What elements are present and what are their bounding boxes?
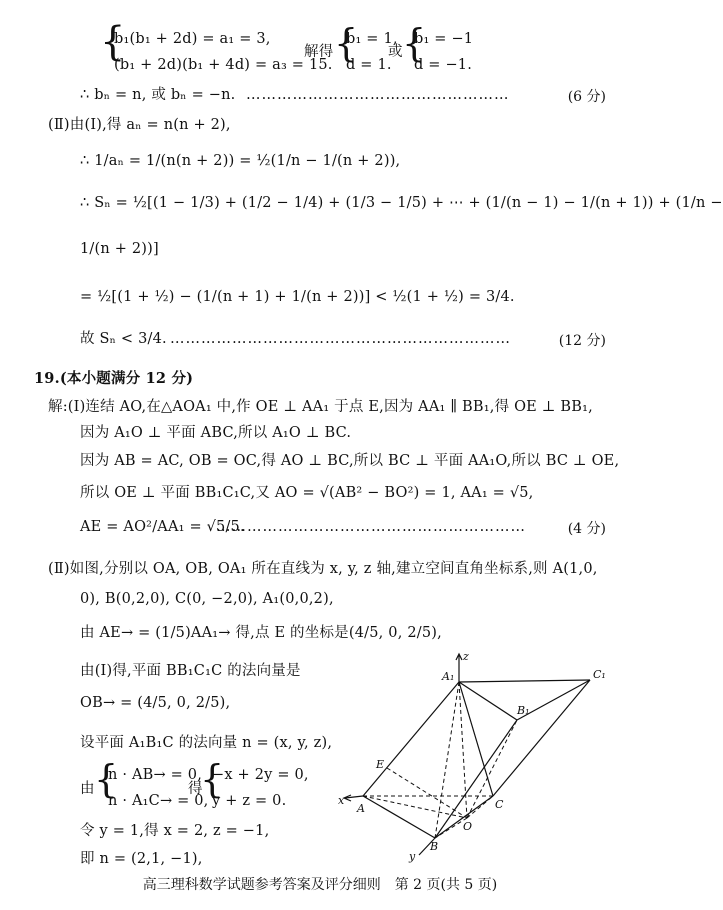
q19-line-6: (Ⅱ)如图,分别以 OA, OB, OA₁ 所在直线为 x, y, z 轴,建立空间直角坐标系,则 A(1,0, <box>48 561 598 577</box>
brace-solved-system: { <box>200 757 225 801</box>
q19-line-3: 因为 AB = AC, OB = OC,得 AO ⊥ BC,所以 BC ⊥ 平面 AA₁O,所以 BC ⊥ OE, <box>80 453 620 469</box>
brace-normal-system: { <box>94 757 119 801</box>
q19-line-8: 由 AE→ = (1/5)AA₁→ 得,点 E 的坐标是(4/5, 0, 2/5), <box>80 625 442 641</box>
q19-line-1: 解:(Ⅰ)连结 AO,在△AOA₁ 中,作 OE ⊥ AA₁ 于点 E,因为 AA₁ ∥ BB₁,得 OE ⊥ BB₁, <box>48 399 593 415</box>
q19-line-13: 令 y = 1,得 x = 2, z = −1, <box>80 823 270 839</box>
brace-sol1: { <box>334 21 359 65</box>
dotted-leader: …………………………………………………… <box>216 519 526 535</box>
q19-line-5: AE = AO²/AA₁ = √5/5. <box>80 519 245 535</box>
q19-line-12-mid: 得 <box>188 781 203 797</box>
dotted-leader: ………………………………………………………… <box>170 331 511 347</box>
solution-2-line-2: d = −1. <box>414 57 473 73</box>
label-B1: B₁ <box>517 704 530 717</box>
q19-line-2: 因为 A₁O ⊥ 平面 ABC,所以 A₁O ⊥ BC. <box>80 425 352 441</box>
q19-solved-eq-1: −x + 2y = 0, <box>212 767 309 783</box>
part2-conclusion: 故 Sₙ < 3/4. <box>80 331 167 347</box>
label-A1: A₁ <box>442 670 455 683</box>
dotted-leader: …………………………………………… <box>246 87 510 103</box>
q19-line-11: 设平面 A₁B₁C 的法向量 n = (x, y, z), <box>80 735 333 751</box>
segment-OC <box>467 796 493 818</box>
q19-line-14: 即 n = (2,1, −1), <box>80 851 203 867</box>
q19-line-9: 由(Ⅰ)得,平面 BB₁C₁C 的法向量是 <box>80 663 301 679</box>
q19-score-1: (4 分) <box>567 521 606 537</box>
part2-eq3: 1/(n + 2))] <box>80 241 159 257</box>
label-y: y <box>409 850 416 863</box>
part2-eq2: ∴ Sₙ = ½[(1 − 1/3) + (1/2 − 1/4) + (1/3 − 1/5) + ⋯ + (1/(n − 1) − 1/(n + 1)) + (1/n − <box>80 195 723 211</box>
q19-line-4: 所以 OE ⊥ 平面 BB₁C₁C,又 AO = √(AB² − BO²) = 1, AA₁ = √5, <box>80 485 534 501</box>
part2-eq1: ∴ 1/aₙ = 1/(n(n + 2)) = ½(1/n − 1/(n + 2)), <box>80 153 401 169</box>
edge-A1A <box>363 682 459 796</box>
label-E: E <box>376 758 385 771</box>
part2-eq4: = ½[(1 + ½) − (1/(n + 1) + 1/(n + 2))] < ½(1 + ½) = 3/4. <box>80 289 515 305</box>
label-C1: C₁ <box>593 668 606 681</box>
part2-intro: (Ⅱ)由(Ⅰ),得 aₙ = n(n + 2), <box>48 117 231 133</box>
label-x: x <box>338 794 345 807</box>
label-z: z <box>463 650 469 663</box>
q19-line-7: 0), B(0,2,0), C(0, −2,0), A₁(0,0,2), <box>80 591 334 607</box>
q19-line-12-prefix: 由 <box>80 781 95 797</box>
solution-1-line-2: d = 1. <box>346 57 392 73</box>
edge-AB <box>363 796 435 838</box>
system-line-2: (b₁ + 2d)(b₁ + 4d) = a₃ = 15. <box>114 57 333 73</box>
part1-conclusion: ∴ bₙ = n, 或 bₙ = −n. <box>80 87 236 103</box>
label-A: A <box>357 802 365 815</box>
q19-solved-eq-2: y + z = 0. <box>212 793 287 809</box>
part2-score: (12 分) <box>558 333 606 349</box>
solution-1-line-1: b₁ = 1, <box>346 31 398 47</box>
system-line-1: b₁(b₁ + 2d) = a₁ = 3, <box>114 31 271 47</box>
q19-header: 19.(本小题满分 12 分) <box>34 370 194 387</box>
label-O: O <box>463 820 473 833</box>
edge-A1B1 <box>459 682 517 720</box>
answer-page: { b₁(b₁ + 2d) = a₁ = 3, (b₁ + 2d)(b₁ + 4d) = a₃ = 15. 解得 { b₁ = 1, d = 1. 或 { b₁ = −1 d = −1. ∴ bₙ = n, 或 bₙ = −n. …………………………………………… (6 分) (Ⅱ)由(Ⅰ),得 aₙ = n(n + 2), ∴ 1/aₙ = 1/(n(n + 2)) = ½(1/n − 1/(n + 2)), ∴ Sₙ = ½[(1 − 1/3) + (1/2 − 1/4) + (1/3 − 1/5) + ⋯ + (1/(n − 1) − 1/(n + 1)) + (1/n − 1/(n + 2))] = ½[(1 + ½) − (1/(n + 1) + 1/(n + 2))] < ½(1 + ½) = 3/4. 故 Sₙ < 3/4. ………………………………………………………… (12 分) 19.(本小题满分 12 分) 解:(Ⅰ)连结 AO,在△AOA₁ 中,作 OE ⊥ AA₁ 于点 E,因为 AA₁ ∥ BB₁,得 OE ⊥ BB₁, 因为 A₁O ⊥ 平面 ABC,所以 A₁O ⊥ BC. 因为 AB = AC, OB = OC,得 AO ⊥ BC,所以 BC ⊥ 平面 AA₁O,所以 BC ⊥ OE, 所以 OE ⊥ 平面 BB₁C₁C,又 AO = √(AB² − BO²) = 1, AA₁ = √5, AE = AO²/AA₁ = √5/5. …………………………………………………… (4 分) (Ⅱ)如图,分别以 OA, OB, OA₁ 所在直线为 x, y, z 轴,建立空间直角坐标系,则 A(1,0, 0), B(0,2,0), C(0, −2,0), A₁(0,0,2), 由 AE→ = (1/5)AA₁→ 得,点 E 的坐标是(4/5, 0, 2/5), 由(Ⅰ)得,平面 BB₁C₁C 的法向量是 OB→ = (4/5, 0, 2/5), 设平面 A₁B₁C 的法向量 n = (x, y, z), 由 { n · AB→ = 0, n · A₁C→ = 0, 得 { −x + 2y = 0, y + z = 0. 令 y = 1,得 x = 2, z = −1, 即 n = (2,1, −1), z A₁ C₁ B₁ E x A C O B y 高三理科数学试题参考答案及评分细则 第 2 页(共 5 页) <box>0 0 640 910</box>
label-B: B <box>430 840 439 853</box>
label-C: C <box>495 798 504 811</box>
edge-A1C1 <box>459 680 590 682</box>
edge-C1C <box>493 680 590 796</box>
solution-2-line-1: b₁ = −1 <box>414 31 474 47</box>
part1-score: (6 分) <box>567 89 606 105</box>
q19-line-10: OB→ = (4/5, 0, 2/5), <box>80 695 231 711</box>
solve-word: 解得 <box>304 44 334 60</box>
or-word: 或 <box>388 44 403 60</box>
prism-figure <box>335 650 615 866</box>
brace-sol2: { <box>402 21 427 65</box>
segment-EO <box>387 768 467 818</box>
page-footer: 高三理科数学试题参考答案及评分细则 第 2 页(共 5 页) <box>142 877 498 893</box>
q19-normal-eq-2: n · A₁C→ = 0, <box>108 793 209 809</box>
q19-normal-eq-1: n · AB→ = 0, <box>108 767 203 783</box>
